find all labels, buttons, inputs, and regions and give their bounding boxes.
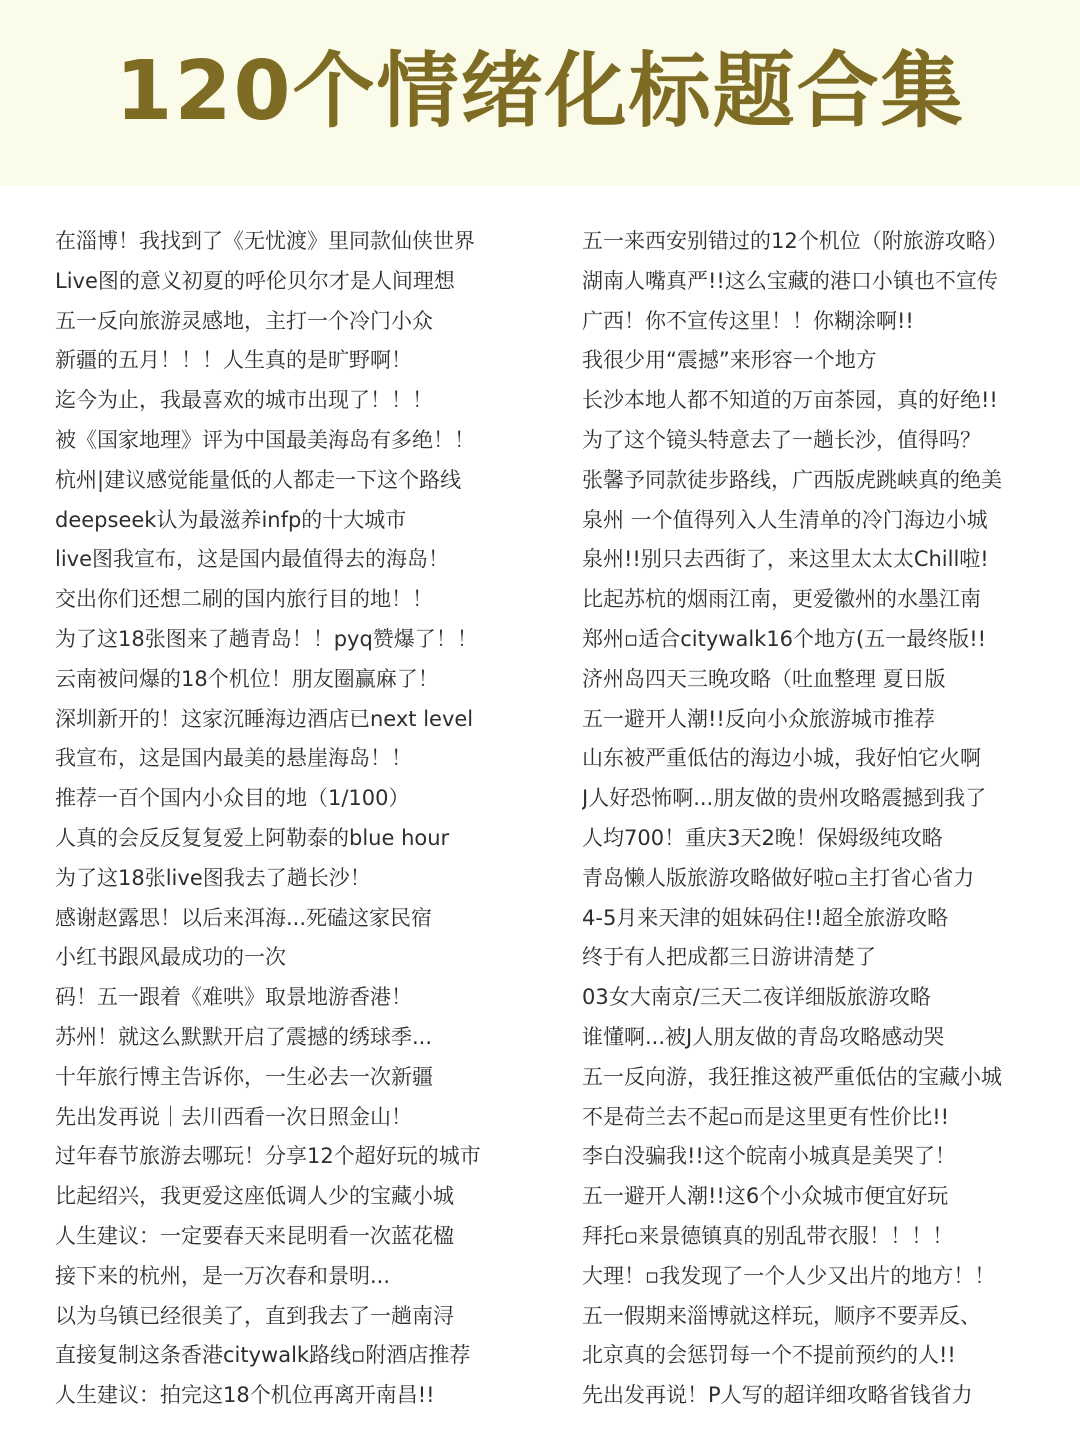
list-item: 过年春节旅游去哪玩！分享12个超好玩的城市 — [55, 1144, 481, 1169]
list-item: 新疆的五月！！！人生真的是旷野啊！ — [55, 348, 412, 373]
list-item: 我很少用“震撼”来形容一个地方 — [582, 348, 877, 373]
list-item: J人好恐怖啊...朋友做的贵州攻略震撼到我了 — [582, 786, 987, 811]
list-item: 泉州 一个值得列入人生清单的冷门海边小城 — [582, 507, 988, 532]
list-item: deepseek认为最滋养infp的十大城市 — [55, 507, 407, 532]
list-item: live图我宣布，这是国内最值得去的海岛！ — [55, 547, 450, 572]
list-item: 小红书跟风最成功的一次 — [55, 945, 286, 970]
list-item: 03女大南京/三天二夜详细版旅游攻略 — [582, 985, 931, 1010]
list-item: 比起苏杭的烟雨江南，更爱徽州的水墨江南 — [582, 587, 981, 612]
title-list-right — [582, 222, 1042, 1416]
title-banner — [0, 0, 1080, 186]
list-item: 为了这个镜头特意去了一趟长沙，值得吗？ — [582, 427, 981, 452]
list-item: 北京真的会惩罚每一个不提前预约的人!! — [582, 1343, 956, 1368]
list-item: 广西！你不宣传这里！！你糊涂啊!! — [582, 308, 914, 333]
list-item: 湖南人嘴真严!!这么宝藏的港口小镇也不宣传 — [582, 268, 998, 293]
list-item: 先出发再说！P人写的超详细攻略省钱省力 — [582, 1383, 973, 1408]
list-item: 交出你们还想二刷的国内旅行目的地！！ — [55, 587, 433, 612]
list-item: 不是荷兰去不起▫而是这里更有性价比!! — [582, 1104, 950, 1129]
list-item: 人生建议：一定要春天来昆明看一次蓝花楹 — [55, 1223, 454, 1248]
list-item: 长沙本地人都不知道的万亩茶园，真的好绝!! — [582, 388, 998, 413]
list-item: 在淄博！我找到了《无忧渡》里同款仙侠世界 — [55, 229, 475, 253]
list-item: 终于有人把成都三日游讲清楚了 — [582, 945, 876, 970]
list-item: 谁懂啊...被J人朋友做的青岛攻略感动哭 — [582, 1024, 945, 1049]
list-item: 云南被问爆的18个机位！朋友圈赢麻了！ — [55, 666, 439, 691]
list-item: 杭州|建议感觉能量低的人都走一下这个路线 — [55, 467, 462, 492]
list-item: 五一假期来淄博就这样玩，顺序不要弄反、 — [582, 1303, 981, 1328]
list-item: 济州岛四天三晚攻略（吐血整理 夏日版 — [582, 666, 946, 691]
list-item: 为了这18张图来了趟青岛！！pyq赞爆了！！ — [55, 626, 478, 651]
list-item: 十年旅行博主告诉你，一生必去一次新疆 — [55, 1064, 433, 1089]
list-item: 先出发再说｜去川西看一次日照金山！ — [55, 1104, 412, 1129]
list-item: 比起绍兴，我更爱这座低调人少的宝藏小城 — [55, 1184, 454, 1209]
list-item: 郑州▫适合citywalk16个地方(五一最终版!! — [582, 626, 987, 651]
list-item: 青岛懒人版旅游攻略做好啦▫主打省心省力 — [582, 865, 975, 890]
list-item: 深圳新开的！这家沉睡海边酒店已next level — [55, 706, 474, 731]
list-item: 大理！▫我发现了一个人少又出片的地方！！ — [582, 1263, 996, 1288]
list-item: 拜托▫来景德镇真的别乱带衣服！！！！ — [582, 1223, 954, 1248]
list-item: 以为乌镇已经很美了，直到我去了一趟南浔 — [55, 1303, 454, 1328]
list-item: 推荐一百个国内小众目的地（1/100） — [55, 786, 410, 811]
list-item: 码！五一跟着《难哄》取景地游香港！ — [55, 985, 412, 1010]
list-item: 迄今为止，我最喜欢的城市出现了！！！ — [55, 388, 433, 413]
list-item: 五一避开人潮!!这6个小众城市便宜好玩 — [582, 1184, 949, 1209]
list-item: 五一反向旅游灵感地，主打一个冷门小众 — [55, 308, 433, 333]
list-item: 泉州!!别只去西街了，来这里太太太Chill啦! — [582, 547, 989, 572]
list-item: 张馨予同款徒步路线，广西版虎跳峡真的绝美 — [582, 467, 1002, 492]
list-item: 李白没骗我!!这个皖南小城真是美哭了！ — [582, 1144, 956, 1169]
list-item: 接下来的杭州，是一万次春和景明... — [55, 1263, 391, 1288]
list-item: 直接复制这条香港citywalk路线▫附酒店推荐 — [55, 1343, 471, 1368]
list-item: 感谢赵露思！以后来洱海...死磕这家民宿 — [55, 905, 433, 930]
list-item: 苏州！就这么默默开启了震撼的绣球季... — [55, 1024, 433, 1049]
list-item: 五一来西安别错过的12个机位（附旅游攻略） — [582, 229, 1008, 253]
list-item: 人均700！重庆3天2晚！保姆级纯攻略 — [582, 825, 943, 850]
list-item: 4-5月来天津的姐妹码住!!超全旅游攻略 — [582, 905, 949, 930]
page-title: 120个情绪化标题合集 — [115, 44, 965, 139]
list-item: 五一反向游，我狂推这被严重低估的宝藏小城 — [582, 1064, 1002, 1089]
list-item: 被《国家地理》评为中国最美海岛有多绝！！ — [55, 427, 475, 452]
list-item: 人生建议：拍完这18个机位再离开南昌!! — [55, 1383, 435, 1408]
list-item: 山东被严重低估的海边小城，我好怕它火啊 — [582, 746, 981, 771]
list-item: 五一避开人潮!!反向小众旅游城市推荐 — [582, 706, 935, 731]
list-item: 我宣布，这是国内最美的悬崖海岛！！ — [55, 746, 412, 771]
list-item: 为了这18张live图我去了趟长沙！ — [55, 865, 371, 890]
list-item: Live图的意义初夏的呼伦贝尔才是人间理想 — [55, 268, 455, 293]
list-item: 人真的会反反复复爱上阿勒泰的blue hour — [55, 825, 450, 850]
title-list-left — [55, 222, 525, 1416]
